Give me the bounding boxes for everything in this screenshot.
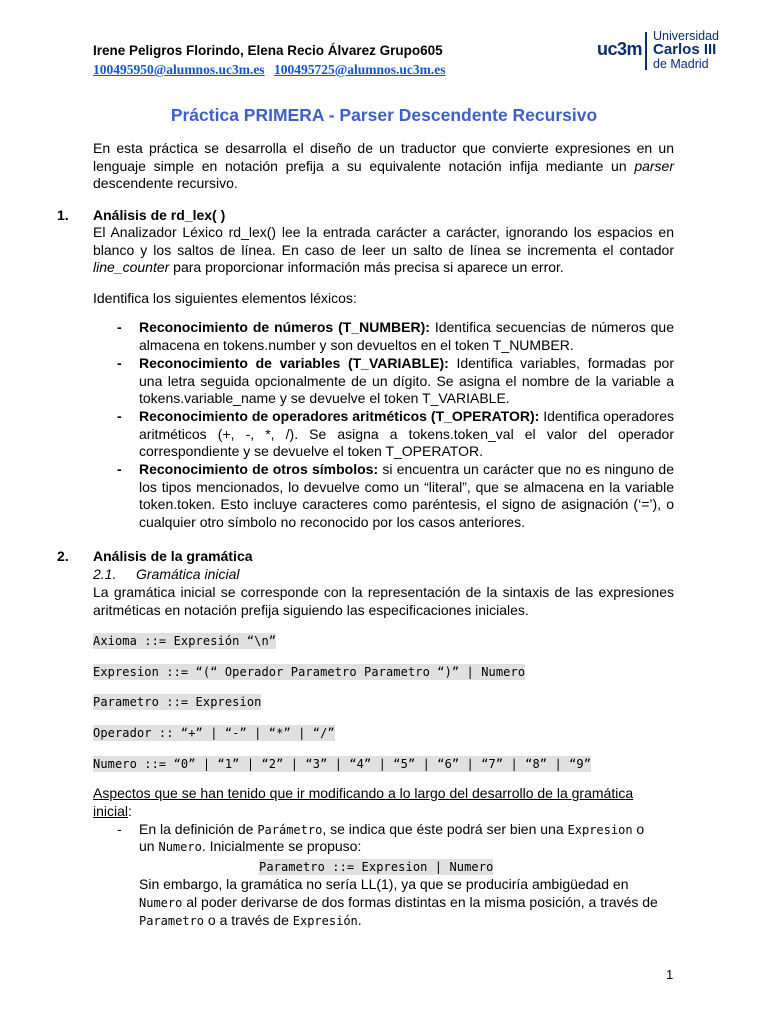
bullet-4-bold: Reconocimiento de otros símbolos:	[139, 461, 379, 477]
rule-4-code: Numero ::= “0” | “1” | “2” | “3” | “4” | “5” | “6” | “7” | “8” | “9”	[93, 757, 592, 771]
subsection-2-1	[93, 566, 239, 584]
item-parametro-line-6	[139, 912, 674, 931]
lexer-var: line_counter	[93, 259, 170, 275]
rule-2-code: Parametro ::= Expresion	[93, 695, 262, 709]
subsection-number: 2.1.	[93, 566, 117, 582]
logo-universidad: Universidad	[653, 29, 720, 43]
intro-text-1: En esta práctica se desarrolla el diseño de un traductor que convierte expresiones en un lenguaje simple en notación prefija a su equivalente notación infija mediante un	[93, 140, 674, 174]
proposed-rule-code: Parametro ::= Expresion | Numero	[259, 860, 494, 874]
bullet-4-text: si encuentra un carácter que no es ninguno de los tipos mencionados, lo devuelve como un “literal”, que se almacena en la variable token.token. Esto incluye caracteres como paréntesis, el signo de asignación (‘=’), o cualquier otro símbolo no reconocido por los casos anteriores.	[139, 461, 674, 530]
item-text-7: al poder derivarse de dos formas distintas en la misma posición, a través de	[182, 894, 658, 910]
logo-madrid: de Madrid	[653, 57, 709, 71]
subsection-heading: Gramática inicial	[136, 566, 240, 582]
page-number: 1	[666, 967, 674, 982]
bullet-dash-3: -	[117, 408, 122, 424]
bullet-3-text: Identifica operadores aritméticos (+, -, *, /). Se asigna a tokens.token_val el valor del operador correspondiente y se devuelve el token T_OPERATOR.	[139, 408, 674, 459]
aspects-line-2: inicial	[93, 802, 129, 819]
section-1-heading: Análisis de rd_lex( )	[93, 207, 226, 223]
lexer-text-2: para proporcionar información más precisa si aparece un error.	[169, 259, 564, 275]
section-2-paragraph: La gramática inicial se corresponde con la representación de la sintaxis de las expresiones aritméticas en notación prefija siguiendo las especificaciones iniciales.	[93, 584, 674, 618]
university-logo	[597, 30, 737, 74]
item-code-4: Numero	[139, 896, 183, 910]
item-parametro-line-5	[139, 894, 674, 913]
item-text-4: un	[139, 838, 159, 854]
section-1-number: 1.	[57, 207, 69, 223]
item-code-6: Expresión	[292, 914, 358, 928]
section-2-heading: Análisis de la gramática	[93, 548, 253, 564]
item-parametro-line-1	[139, 821, 674, 840]
bullet-2-bold: Reconocimiento de variables (T_VARIABLE):	[139, 355, 449, 371]
item-text-2: , se indica que éste podrá ser bien una	[322, 821, 568, 837]
page-title: Práctica PRIMERA - Parser Descendente Recursivo	[170, 105, 598, 125]
section-1-paragraph	[93, 224, 674, 277]
bullet-1-text: Identifica secuencias de números que almacena en tokens.number y son devueltos en el token T_NUMBER.	[139, 319, 674, 353]
rule-1-code: Expresion ::= “(“ Operador Parametro Parametro “)” | Numero	[93, 665, 526, 679]
rule-0-code: Axioma ::= Expresión “\n”	[93, 634, 277, 648]
authors-line: Irene Peligros Florindo, Elena Recio Álvarez Grupo605	[93, 43, 443, 58]
bullet-item-operators	[139, 408, 674, 461]
section-2-number: 2.	[57, 548, 69, 564]
item-text-8: o a través de	[204, 912, 293, 928]
grammar-rule-axioma	[93, 632, 276, 651]
grammar-rule-numero	[93, 755, 591, 774]
logo-carlos: Carlos III	[653, 41, 717, 58]
bullet-1-bold: Reconocimiento de números (T_NUMBER):	[139, 319, 430, 335]
grammar-rule-parametro	[93, 693, 261, 712]
item-code-3: Numero	[158, 840, 202, 854]
intro-text-2: descendente recursivo.	[93, 175, 238, 191]
item-text-1: En la definición de	[139, 821, 258, 837]
bullet-item-variables	[139, 355, 674, 408]
item-parametro-line-4: Sin embargo, la gramática no sería LL(1), ya que se produciría ambigüedad en	[139, 876, 629, 892]
bullet-dash-4: -	[117, 461, 122, 477]
aspects-colon: :	[128, 802, 132, 819]
grammar-rule-operador	[93, 724, 335, 743]
item-text-3: o	[632, 821, 645, 837]
logo-divider	[645, 32, 647, 70]
bullet-3-bold: Reconocimiento de operadores aritméticos (T_OPERATOR):	[139, 408, 540, 424]
bullet-dash-1: -	[117, 319, 122, 335]
logo-uc3m: uc3m	[597, 39, 643, 59]
proposed-rule	[259, 858, 493, 877]
section-1-intro-list: Identifica los siguientes elementos léxicos:	[93, 290, 357, 306]
rule-3-code: Operador :: “+” | “-” | “*” | “/”	[93, 726, 335, 740]
aspects-heading	[93, 785, 674, 820]
item-text-9: .	[357, 912, 362, 928]
item-code-5: Parametro	[139, 914, 205, 928]
email-link-1[interactable]: 100495950@alumnos.uc3m.es	[93, 62, 265, 77]
bullet-2-text: Identifica variables, formadas por una letra seguida opcionalmente de un dígito. Se asigna el nombre de la variable a tokens.variable_name y se devuelve el token T_VARIABLE.	[139, 355, 674, 406]
item-code-2: Expresion	[567, 823, 633, 837]
grammar-rule-expresion	[93, 663, 525, 682]
item-parametro-line-2	[139, 838, 674, 857]
bullet-item-symbols	[139, 461, 674, 531]
email-link-2[interactable]: 100495725@alumnos.uc3m.es	[273, 62, 446, 77]
bullet-item-numbers	[139, 319, 674, 354]
intro-paragraph	[93, 140, 674, 193]
item-text-5: . Inicialmente se propuso:	[201, 838, 362, 854]
item-code-1: Parámetro	[257, 823, 323, 837]
item-dash: -	[117, 821, 122, 837]
intro-parser: parser	[634, 157, 674, 174]
lexer-text-1: El Analizador Léxico rd_lex() lee la entrada carácter a carácter, ignorando los espacios en blanco y los saltos de línea. En caso de leer un salto de línea se incrementa el contador	[93, 224, 674, 258]
aspects-line-1: Aspectos que se han tenido que ir modificando a lo largo del desarrollo de la gramática	[93, 785, 634, 801]
bullet-dash-2: -	[117, 355, 122, 371]
